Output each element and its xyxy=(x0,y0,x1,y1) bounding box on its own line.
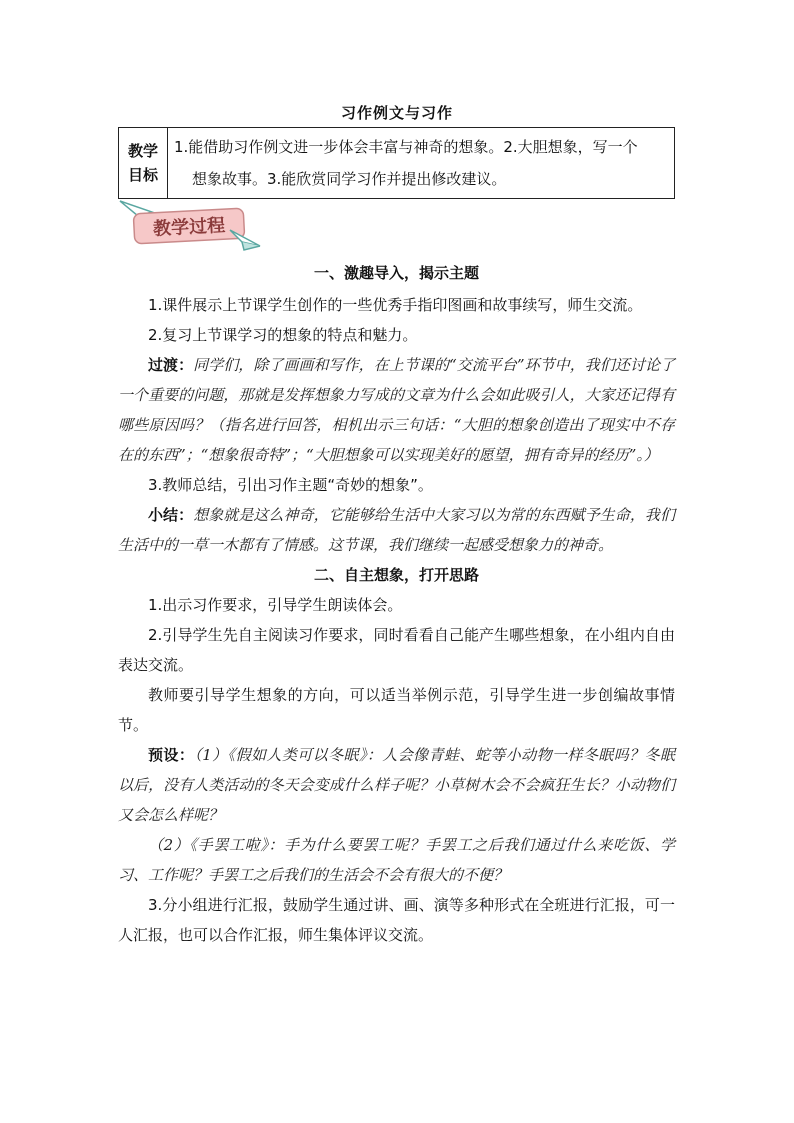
paragraph: 1.出示习作要求，引导学生朗读体会。 xyxy=(148,596,403,614)
preset-text: （1）《假如人类可以冬眠》：人会像青蛙、蛇等小动物一样冬眠吗？冬眠以后，没有人类活动的冬天会变成什么样子呢？小草树木会不会疯狂生长？小动物们又会怎么样呢？ xyxy=(118,746,675,824)
goal-line1: 1.能借助习作例文进一步体会丰富与神奇的想象。2.大胆想象，写一个 xyxy=(174,138,638,156)
transition-label: 过渡： xyxy=(148,356,194,374)
document-body xyxy=(118,258,675,950)
transition-paragraph xyxy=(118,350,675,470)
paper-plane-icon xyxy=(230,230,260,250)
preset-paragraph: （2）《手罢工啦》：手为什么要罢工呢？手罢工之后我们通过什么来吃饭、学习、工作呢？手罢工之后我们的生活会不会有很大的不便？ xyxy=(118,836,675,884)
badge-text: 教学过程 xyxy=(152,215,226,240)
goal-label-line2: 目标 xyxy=(127,166,158,184)
summary-paragraph xyxy=(118,500,675,560)
teaching-goal-content xyxy=(168,128,675,199)
summary-text: 想象就是这么神奇，它能够给生活中大家习以为常的东西赋予生命，我们生活中的一草一木都有了情感。这节课，我们继续一起感受想象力的神奇。 xyxy=(118,506,675,554)
transition-text: 同学们，除了画画和写作，在上节课的“交流平台”环节中，我们还讨论了一个重要的问题，那就是发挥想象力写成的文章为什么会如此吸引人，大家还记得有哪些原因吗？（指名进行回答，相机出示三句话：“大胆的想象创造出了现实中不存在的东西”；“想象很奇特”；“大胆想象可以实现美好的愿望，拥有奇异的经历”。） xyxy=(118,356,675,464)
document-title: 习作例文与习作 xyxy=(340,104,453,122)
paragraph: 3.分小组进行汇报，鼓励学生通过讲、画、演等多种形式在全班进行汇报，可一人汇报，也可以合作汇报，师生集体评议交流。 xyxy=(118,896,675,944)
preset-label: 预设： xyxy=(148,746,195,764)
paragraph: 教师要引导学生想象的方向，可以适当举例示范，引导学生进一步创编故事情节。 xyxy=(118,686,675,734)
preset-paragraph xyxy=(118,740,675,830)
goal-line2: 想象故事。3.能欣赏同学习作并提出修改建议。 xyxy=(192,170,507,188)
summary-label: 小结： xyxy=(148,506,194,524)
paragraph: 2.引导学生先自主阅读习作要求，同时看看自己能产生哪些想象，在小组内自由表达交流。 xyxy=(118,626,675,674)
paragraph: 2.复习上节课学习的想象的特点和魅力。 xyxy=(148,326,418,344)
teaching-goal-table xyxy=(118,127,675,199)
paragraph: 1.课件展示上节课学生创作的一些优秀手指印图画和故事续写，师生交流。 xyxy=(148,296,643,314)
section-heading: 二、自主想象，打开思路 xyxy=(313,566,479,584)
paragraph: 3.教师总结，引出习作主题“奇妙的想象”。 xyxy=(148,476,433,494)
teaching-goal-label xyxy=(119,128,168,199)
section-heading: 一、激趣导入，揭示主题 xyxy=(313,264,479,282)
teaching-process-badge xyxy=(118,196,263,254)
goal-label-line1: 教学 xyxy=(127,142,158,160)
